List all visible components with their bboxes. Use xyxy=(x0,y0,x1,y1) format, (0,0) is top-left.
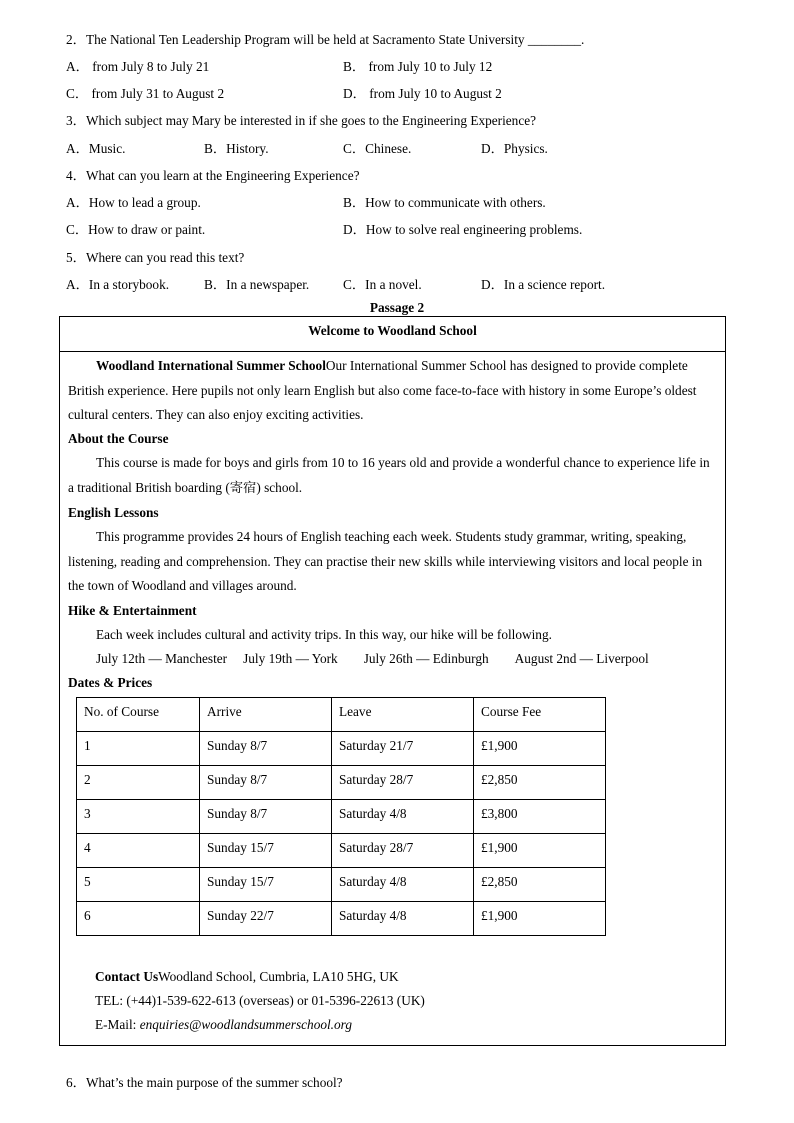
english-paragraph: This programme provides 24 hours of English teaching each week. Students study grammar, writing, speaking, listening, reading and comprehension. They can practise their new skills while interviewing visitors and local people in the town of Woodland and villages around. xyxy=(68,529,703,593)
q4-stem: 4．What can you learn at the Engineering Experience? xyxy=(66,168,360,183)
table-cell: Sunday 22/7 xyxy=(200,902,332,936)
email-link[interactable]: enquiries@woodlandsummerschool.org xyxy=(139,1017,352,1032)
course-paragraph: This course is made for boys and girls from 10 to 16 years old and provide a wonderful chance to experience life in a traditional British boarding (寄宿) school. xyxy=(68,455,710,495)
table-cell: Sunday 15/7 xyxy=(200,834,332,868)
q4-option-a: A．How to lead a group. xyxy=(66,195,201,210)
q4-option-d: D．How to solve real engineering problems. xyxy=(343,222,583,237)
table-header: Leave xyxy=(332,698,474,732)
intro-paragraph xyxy=(68,354,717,428)
table-cell: £1,900 xyxy=(474,902,606,936)
q4-option-b: B．How to communicate with others. xyxy=(343,195,546,210)
q3-option-b: B．History. xyxy=(204,141,269,156)
table-cell: Saturday 4/8 xyxy=(332,902,474,936)
trip-item: July 26th — Edinburgh xyxy=(363,651,489,666)
heading-hike: Hike & Entertainment xyxy=(68,603,197,618)
table-cell: £2,850 xyxy=(474,868,606,902)
contact-line xyxy=(95,965,399,989)
table-cell: £1,900 xyxy=(474,834,606,868)
table-cell: Saturday 4/8 xyxy=(332,868,474,902)
school-name: Woodland International Summer School xyxy=(96,358,326,373)
q5-option-d: D．In a science report. xyxy=(481,277,606,292)
table-row xyxy=(77,902,606,936)
trip-item: August 2nd — Liverpool xyxy=(514,651,649,666)
table-cell: £3,800 xyxy=(474,800,606,834)
table-cell: Sunday 8/7 xyxy=(200,766,332,800)
table-row xyxy=(77,766,606,800)
table-cell: 5 xyxy=(77,868,200,902)
q6-stem: 6．What’s the main purpose of the summer school? xyxy=(66,1075,343,1090)
table-cell: 4 xyxy=(77,834,200,868)
trip-item: July 12th — Manchester xyxy=(96,651,228,666)
q3-stem: 3．Which subject may Mary be interested in if she goes to the Engineering Experience? xyxy=(66,113,537,128)
heading-about-course: About the Course xyxy=(68,431,169,446)
heading-english-lessons: English Lessons xyxy=(68,505,159,520)
q5-option-c: C．In a novel. xyxy=(343,277,422,292)
table-cell: Sunday 8/7 xyxy=(200,800,332,834)
heading-dates-prices: Dates & Prices xyxy=(68,675,153,690)
table-cell: £1,900 xyxy=(474,732,606,766)
q5-option-b: B．In a newspaper. xyxy=(204,277,310,292)
q5-option-a: A．In a storybook. xyxy=(66,277,170,292)
q4-option-c: C．How to draw or paint. xyxy=(66,222,206,237)
table-row xyxy=(77,732,606,766)
table-cell: 2 xyxy=(77,766,200,800)
trip-item: July 19th — York xyxy=(243,651,338,666)
contact-address: Woodland School, Cumbria, LA10 5HG, UK xyxy=(158,969,399,984)
q3-option-c: C．Chinese. xyxy=(343,141,412,156)
table-header: Arrive xyxy=(200,698,332,732)
contact-label: Contact Us xyxy=(95,969,159,984)
telephone: TEL: (+44)1-539-622-613 (overseas) or 01-5396-22613 (UK) xyxy=(95,993,425,1008)
table-header-row xyxy=(77,698,606,732)
table-cell: 6 xyxy=(77,902,200,936)
table-cell: Sunday 8/7 xyxy=(200,732,332,766)
q2-option-c: C． from July 31 to August 2 xyxy=(66,86,225,101)
table-cell: Saturday 28/7 xyxy=(332,766,474,800)
table-row xyxy=(77,834,606,868)
q3-option-a: A．Music. xyxy=(66,141,126,156)
table-cell: 1 xyxy=(77,732,200,766)
trip-list xyxy=(96,647,717,672)
passage-label: Passage 2 xyxy=(369,300,425,315)
passage-box xyxy=(59,316,726,1046)
q3-option-d: D．Physics. xyxy=(481,141,548,156)
table-cell: Sunday 15/7 xyxy=(200,868,332,902)
table-row xyxy=(77,868,606,902)
table-header: Course Fee xyxy=(474,698,606,732)
q2-stem: 2．The National Ten Leadership Program will be held at Sacramento State University ________. xyxy=(66,32,585,47)
table-cell: Saturday 28/7 xyxy=(332,834,474,868)
q5-stem: 5．Where can you read this text? xyxy=(66,250,245,265)
email-line xyxy=(95,1013,352,1037)
q2-option-a: A． from July 8 to July 21 xyxy=(66,59,210,74)
table-cell: Saturday 4/8 xyxy=(332,800,474,834)
q2-option-d: D． from July 10 to August 2 xyxy=(343,86,502,101)
intro-text: Our International Summer School has designed to provide complete British experience. Here pupils not only learn English but also come face-to-face with history in some Europe’s oldest cultural centers. They can also enjoy exciting activities. xyxy=(68,358,697,422)
table-cell: £2,850 xyxy=(474,766,606,800)
passage-title: Welcome to Woodland School xyxy=(60,317,725,352)
prices-table xyxy=(76,697,606,936)
q2-option-b: B． from July 10 to July 12 xyxy=(343,59,493,74)
table-cell: Saturday 21/7 xyxy=(332,732,474,766)
hike-paragraph: Each week includes cultural and activity trips. In this way, our hike will be following. xyxy=(96,627,552,642)
table-header: No. of Course xyxy=(77,698,200,732)
table-cell: 3 xyxy=(77,800,200,834)
table-row xyxy=(77,800,606,834)
email-label: E-Mail: xyxy=(95,1017,140,1032)
